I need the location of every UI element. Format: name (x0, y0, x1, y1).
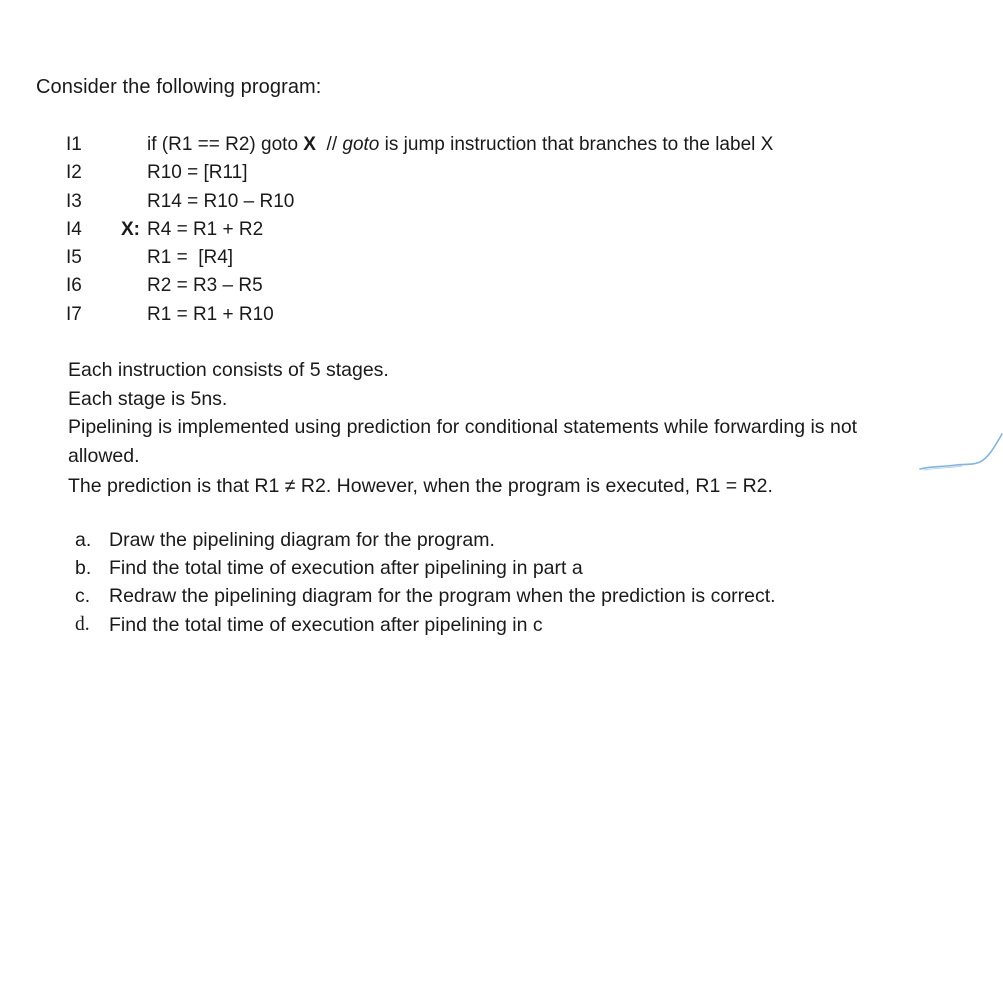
question-marker: d. (75, 613, 90, 635)
instruction-label: X: (121, 218, 140, 240)
instruction-code: R1 = R1 + R10 (147, 303, 274, 325)
instruction-id: I4 (66, 218, 82, 240)
instruction-id: I5 (66, 247, 82, 269)
instruction-code: R4 = R1 + R2 (147, 218, 264, 240)
pen-scribble (918, 428, 1003, 478)
code-part: if (R1 == R2) goto (147, 134, 304, 155)
instruction-code: R1 = [R4] (147, 247, 234, 269)
question-marker: a. (75, 529, 92, 551)
question-marker: b. (75, 557, 92, 580)
description-line: The prediction is that R1 ≠ R2. However, when the program is executed, R1 = R2. (68, 474, 773, 497)
question-text: Redraw the pipelining diagram for the program when the prediction is correct. (109, 585, 776, 608)
instruction-code: R2 = R3 – R5 (147, 275, 263, 297)
instruction-code (147, 131, 773, 159)
description-line: Each stage is 5ns. (68, 387, 228, 410)
description-line: Each instruction consists of 5 stages. (68, 359, 389, 381)
question-text: Find the total time of execution after pipelining in part a (109, 557, 583, 580)
question-marker: c. (75, 585, 91, 608)
intro-text: Consider the following program: (36, 76, 322, 98)
description-line: Pipelining is implemented using prediction for conditional statements while forwarding is not allowed. (68, 416, 858, 467)
instruction-code: R14 = R10 – R10 (147, 190, 295, 212)
problem-description (68, 356, 918, 500)
instruction-code: R10 = [R11] (147, 162, 248, 184)
instruction-id: I1 (66, 134, 82, 155)
code-comment-start: // (315, 134, 343, 155)
code-label-ref: X (303, 134, 316, 155)
instruction-id: I2 (66, 162, 82, 184)
code-comment-keyword: goto (342, 134, 380, 155)
question-text: Find the total time of execution after pipelining in c (109, 613, 543, 636)
instruction-id: I3 (66, 190, 82, 212)
question-text: Draw the pipelining diagram for the program. (109, 529, 495, 551)
instruction-id: I7 (66, 303, 82, 325)
instruction-id: I6 (66, 275, 82, 297)
code-comment-rest: is jump instruction that branches to the label X (379, 134, 774, 155)
